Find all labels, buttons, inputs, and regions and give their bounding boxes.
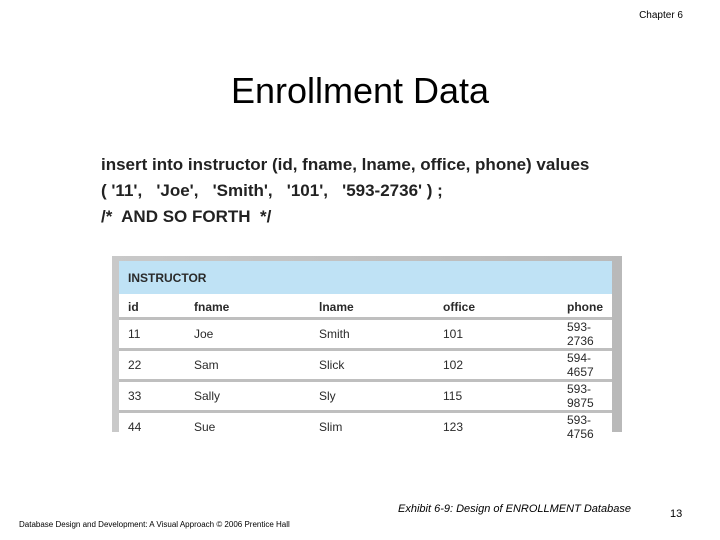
table-row [119, 381, 612, 412]
column-header-fname: fname [185, 295, 310, 319]
cell-office: 115 [434, 381, 558, 412]
cell-office: 102 [434, 350, 558, 381]
sql-line: ( '11', 'Joe', 'Smith', '101', '593-2736' ) ; [101, 181, 443, 200]
cell-office: 101 [434, 319, 558, 350]
cell-lname: Slim [310, 412, 434, 442]
column-header-phone: phone [558, 295, 612, 319]
cell-id: 22 [119, 350, 185, 381]
sql-line: /* AND SO FORTH */ [101, 207, 272, 226]
table-row [119, 350, 612, 381]
instructor-table [119, 261, 612, 441]
cell-id: 11 [119, 319, 185, 350]
cell-fname: Sally [185, 381, 310, 412]
chapter-label: Chapter 6 [639, 10, 683, 21]
cell-lname: Slick [310, 350, 434, 381]
cell-phone: 593-9875 [558, 381, 612, 412]
cell-id: 33 [119, 381, 185, 412]
table-name: INSTRUCTOR [119, 261, 612, 295]
table-row [119, 319, 612, 350]
table-row [119, 412, 612, 442]
cell-lname: Smith [310, 319, 434, 350]
sql-code-block [101, 152, 589, 230]
table-header-row [119, 295, 612, 319]
cell-lname: Sly [310, 381, 434, 412]
cell-fname: Sam [185, 350, 310, 381]
cell-fname: Joe [185, 319, 310, 350]
slide-title: Enrollment Data [230, 70, 490, 111]
footer-text: Database Design and Development: A Visual Approach © 2006 Prentice Hall [19, 520, 290, 529]
exhibit-caption: Exhibit 6-9: Design of ENROLLMENT Database [398, 503, 631, 515]
cell-office: 123 [434, 412, 558, 442]
table-caption-row [119, 261, 612, 295]
cell-phone: 594-4657 [558, 350, 612, 381]
column-header-lname: lname [310, 295, 434, 319]
cell-id: 44 [119, 412, 185, 442]
column-header-office: office [434, 295, 558, 319]
instructor-table-frame [119, 261, 612, 441]
cell-phone: 593-4756 [558, 412, 612, 442]
cell-fname: Sue [185, 412, 310, 442]
column-header-id: id [119, 295, 185, 319]
cell-phone: 593-2736 [558, 319, 612, 350]
page-number: 13 [670, 508, 683, 520]
sql-line: insert into instructor (id, fname, lname, office, phone) values [101, 155, 590, 174]
